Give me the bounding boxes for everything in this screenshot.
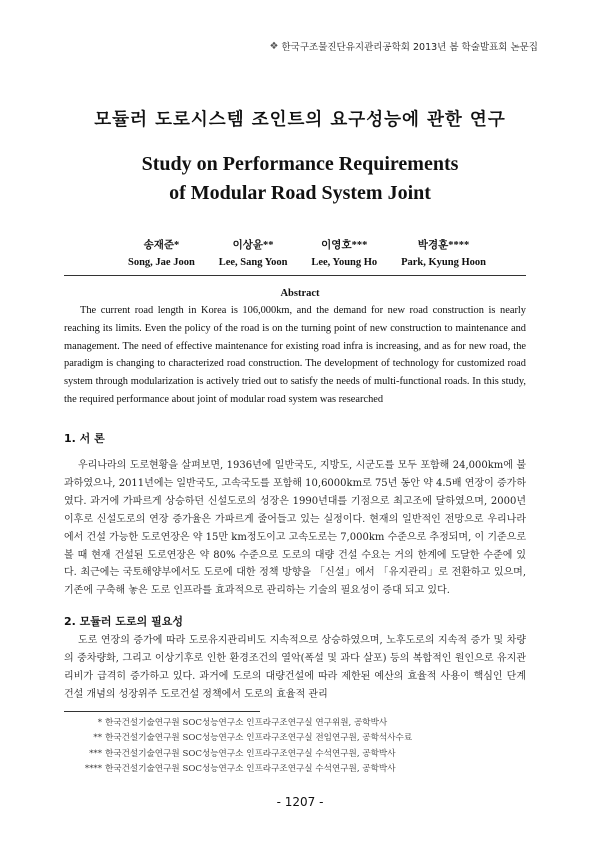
footnote — [72, 716, 412, 731]
footnote-mark: *** — [89, 748, 102, 759]
author-name-english: Lee, Sang Yoon — [218, 257, 288, 268]
author-name-english: Song, Jae Joon — [128, 257, 195, 268]
footnote-mark: ** — [93, 733, 102, 744]
author-name-english: Park, Kyung Hoon — [401, 257, 486, 268]
running-header — [270, 39, 538, 53]
section-1-heading: 1. 서 론 — [64, 432, 105, 445]
section-2-heading: 2. 모듈러 도로의 필요성 — [64, 615, 183, 628]
author-3 — [311, 237, 377, 271]
section-2-body: 도로 연장의 증가에 따라 도로유지관리비도 지속적으로 상승하였으며, 노후도로의 지속적 증가 및 차량의 중차량화, 그리고 이상기후로 인한 환경조건의 열악(폭설 및 과다 살포) 등의 복합적인 원인으로 유지관리비가 급격히 증가하고 있다. 과거에 도로의 대량건설에 따라 제한된 예산의 효율적 사용이 핵심인 단계 건설 개념의 성장위주 도로건설 정책에서 도로의 효율적 관리 — [64, 635, 526, 700]
footnote-text: 한국건설기술연구원 SOC성능연구소 인프라구조연구실 전임연구원, 공학석사수료 — [105, 733, 413, 744]
footnote-text: 한국건설기술연구원 SOC성능연구소 인프라구조연구실 수석연구원, 공학박사 — [105, 764, 396, 775]
author-name-korean: 이영호*** — [321, 240, 368, 251]
section-1-body: 우리나라의 도로현황을 살펴보면, 1936년에 일반국도, 지방도, 시군도를 모두 포함해 24,000km에 불과하였으나, 2011년에는 일반국도, 고속국도를 포함해 10,6000km로 75년 동안 약 4.5배 연장이 증가하였다. 과거에 가파르게 상승하던 신설도로의 성장은 1990년대를 기점으로 최고조에 달하였으며, 2000년 이후로 신설도로의 연장 증가율은 가파르게 줄어들고 있는 실정이다. 현재의 일반적인 전망으로 우리나라에서 건설 가능한 도로연장은 약 15만 km정도이고 고속도로는 7,000km 수준으로 추정되며, 이 기준으로 볼 때 현재 건설된 도로연장은 약 80% 수준으로 도로의 대량 건설 수요는 거의 한계에 도달한 수준에 있다. 최근에는 국토해양부에서도 도로에 대한 정책 방향을 「신설」에서 「유지관리」로 전환하고 있으며, 기존에 구축해 놓은 도로 인프라를 효과적으로 관리하는 기술의 필요성이 증대 되고 있다. — [64, 460, 526, 597]
author-name-korean: 이상윤** — [232, 240, 274, 251]
author-list — [128, 237, 486, 271]
page-number: - 1207 - — [276, 795, 324, 809]
author-name-korean: 송재준* — [143, 240, 180, 251]
author-1 — [128, 237, 195, 271]
author-4 — [401, 237, 486, 271]
footnote-mark: **** — [84, 764, 102, 775]
author-name-english: Lee, Young Ho — [311, 257, 378, 268]
abstract-body: The current road length in Korea is 106,000km, and the demand for new road construction is nearly reaching its limits. Even the policy of the road is on the turning point of new construction to maintenance and management. The need of effective maintenance for existing road infra is increasing, and as for new road, the paradigm is changing to characterized road construction. The development of technology for customized road system through modularization is actively tried out to satisfy the needs of multi-functional roads. In this study, the required performance about joint of modular road system was researched — [64, 305, 526, 405]
abstract-heading: Abstract — [280, 288, 320, 299]
footnotes — [72, 716, 412, 778]
footnote-separator — [64, 711, 260, 712]
title-english-line-1: Study on Performance Requirements — [141, 153, 459, 175]
footnote-text: 한국건설기술연구원 SOC성능연구소 인프라구조연구실 연구위원, 공학박사 — [105, 718, 388, 728]
header-text: 한국구조물진단유지관리공학회 2013년 봄 학술발표회 논문집 — [281, 42, 538, 53]
footnote — [72, 731, 412, 746]
title-english-line-2: of Modular Road System Joint — [169, 182, 431, 204]
title-korean: 모듈러 도로시스템 조인트의 요구성능에 관한 연구 — [94, 110, 506, 130]
author-name-korean: 박경훈**** — [417, 240, 470, 251]
footnote — [72, 747, 412, 762]
diamond-bullet-icon: ❖ — [269, 40, 279, 52]
footnote-text: 한국건설기술연구원 SOC성능연구소 인프라구조연구실 수석연구원, 공학박사 — [105, 748, 396, 759]
footnote-mark: * — [97, 718, 102, 728]
author-2 — [219, 237, 288, 271]
footnote — [72, 762, 412, 777]
title-english — [0, 150, 600, 208]
divider-line — [64, 275, 526, 276]
